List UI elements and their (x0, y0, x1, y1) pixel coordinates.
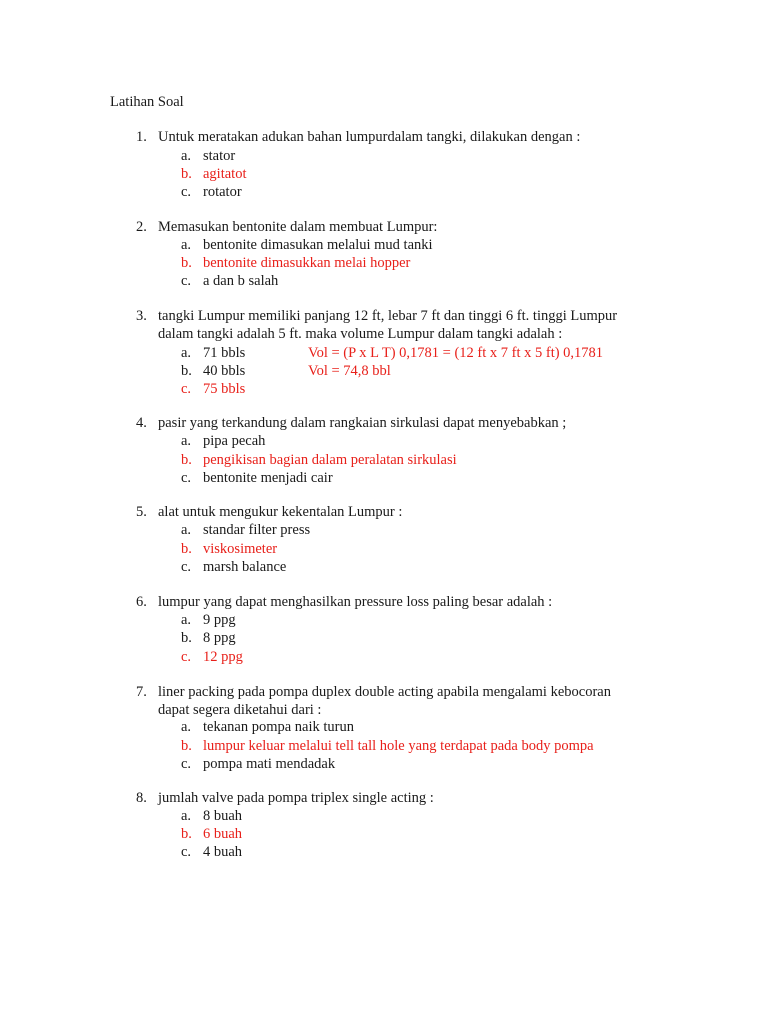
question-line: Untuk meratakan adukan bahan lumpurdalam tangki, dilakukan dengan : (158, 129, 581, 145)
question-line: tangki Lumpur memiliki panjang 12 ft, lebar 7 ft dan tinggi 6 ft. tinggi Lumpur (158, 308, 618, 324)
question-text (158, 307, 617, 343)
option-letter: a. (181, 237, 192, 253)
question-line: dalam tangki adalah 5 ft. maka volume Lumpur dalam tangki adalah : (158, 326, 563, 342)
option-text: viskosimeter (203, 541, 278, 557)
option-letter: b. (181, 541, 192, 557)
option-letter: a. (181, 719, 192, 735)
option-letter: a. (181, 433, 192, 449)
question-line: jumlah valve pada pompa triplex single acting : (158, 790, 434, 806)
option-letter: b. (181, 738, 192, 754)
option-letter: c. (181, 844, 192, 860)
option-text: standar filter press (203, 522, 311, 538)
page-title: Latihan Soal (110, 94, 184, 110)
question-line: lumpur yang dapat menghasilkan pressure loss paling besar adalah : (158, 594, 553, 610)
option-letter: b. (181, 630, 192, 646)
question-text (158, 683, 611, 719)
question-number: 2. (136, 219, 147, 235)
option-letter: c. (181, 649, 192, 665)
question-text (158, 414, 566, 432)
question-line: pasir yang terkandung dalam rangkaian sirkulasi dapat menyebabkan ; (158, 415, 567, 431)
option-letter: c. (181, 559, 192, 575)
option-text: 75 bbls (203, 381, 246, 397)
option-letter: b. (181, 166, 192, 182)
option-text: 9 ppg (203, 612, 236, 628)
question-line: Memasukan bentonite dalam membuat Lumpur: (158, 219, 438, 235)
question-text (158, 789, 434, 807)
option-letter: a. (181, 612, 192, 628)
calculation-result: Vol = 74,8 bbl (308, 363, 391, 379)
option-letter: b. (181, 452, 192, 468)
option-letter: b. (181, 363, 192, 379)
option-text: 40 bbls (203, 363, 246, 379)
option-text: marsh balance (203, 559, 287, 575)
option-text: pipa pecah (203, 433, 266, 449)
option-text: 12 ppg (203, 649, 243, 665)
question-number: 4. (136, 415, 147, 431)
option-text: rotator (203, 184, 242, 200)
calculation-note: Vol = (P x L T) 0,1781 = (12 ft x 7 ft x 5 ft) 0,1781 (308, 345, 604, 361)
option-letter: a. (181, 808, 192, 824)
option-text: lumpur keluar melalui tell tall hole yang terdapat pada body pompa (203, 738, 594, 754)
option-letter: c. (181, 273, 192, 289)
option-text: pengikisan bagian dalam peralatan sirkulasi (203, 452, 457, 468)
question-number: 5. (136, 504, 147, 520)
option-text: a dan b salah (203, 273, 279, 289)
option-letter: a. (181, 345, 192, 361)
option-text: pompa mati mendadak (203, 756, 336, 772)
option-letter: a. (181, 148, 192, 164)
option-text: tekanan pompa naik turun (203, 719, 354, 735)
option-letter: c. (181, 184, 192, 200)
option-text: 71 bbls (203, 345, 246, 361)
option-text: bentonite dimasukkan melai hopper (203, 255, 411, 271)
question-text (158, 218, 437, 236)
option-letter: a. (181, 522, 192, 538)
option-text: 6 buah (203, 826, 243, 842)
question-text (158, 593, 552, 611)
option-text: 8 ppg (203, 630, 236, 646)
option-text: bentonite dimasukan melalui mud tanki (203, 237, 433, 253)
option-text: bentonite menjadi cair (203, 470, 333, 486)
option-letter: c. (181, 756, 192, 772)
question-line: liner packing pada pompa duplex double acting apabila mengalami kebocoran (158, 684, 611, 700)
option-text: 4 buah (203, 844, 243, 860)
question-number: 3. (136, 308, 147, 324)
option-text: agitatot (203, 166, 247, 182)
question-text (158, 503, 402, 521)
question-number: 8. (136, 790, 147, 806)
option-text: stator (203, 148, 236, 164)
option-letter: b. (181, 255, 192, 271)
option-letter: c. (181, 381, 192, 397)
option-text: 8 buah (203, 808, 243, 824)
question-number: 7. (136, 684, 147, 700)
question-number: 6. (136, 594, 147, 610)
question-line: alat untuk mengukur kekentalan Lumpur : (158, 504, 403, 520)
option-letter: c. (181, 470, 192, 486)
option-letter: b. (181, 826, 192, 842)
question-text (158, 128, 580, 146)
question-number: 1. (136, 129, 147, 145)
question-line: dapat segera diketahui dari : (158, 702, 322, 718)
